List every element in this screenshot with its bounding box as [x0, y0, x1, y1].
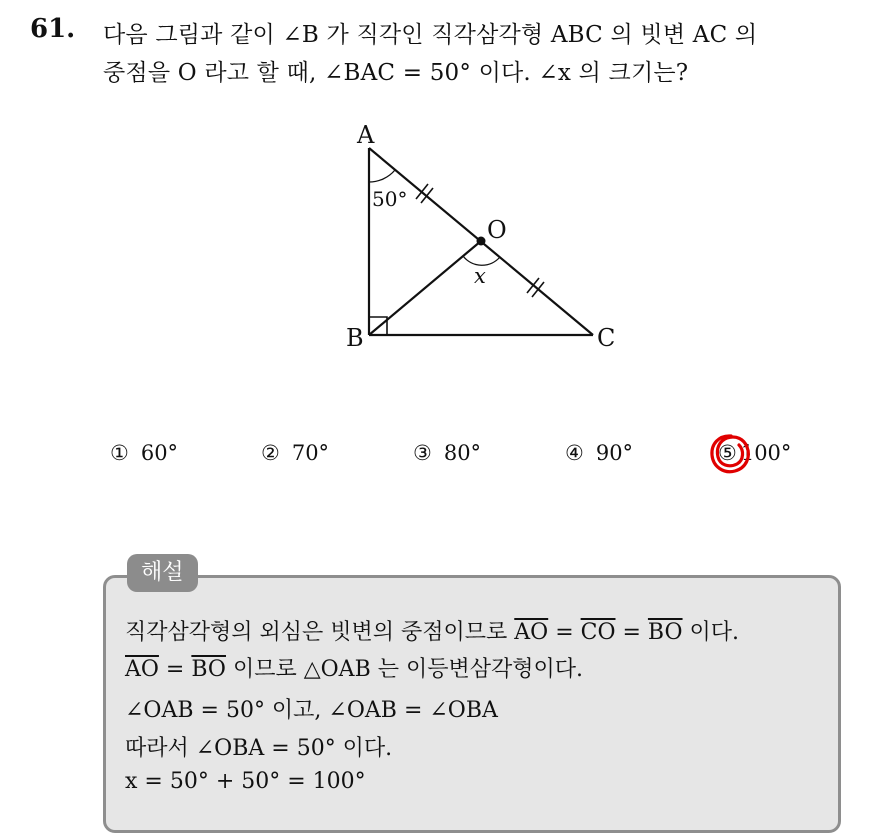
median-bo — [369, 241, 481, 335]
explanation-line-2: $\overline{AO} = \overline{BO}$ 이므로 △OAB 는 이등변삼각형이다. — [125, 657, 583, 682]
label-angle-x: x — [474, 264, 486, 288]
choice-1-number: ① — [110, 441, 129, 465]
label-c: C — [597, 324, 616, 352]
choice-5-text: 100° — [740, 441, 792, 465]
choice-4-text: 90° — [595, 441, 634, 465]
question-text-line-1: 다음 그림과 같이 ∠B 가 직각인 직각삼각형 ABC 의 빗변 AC 의 — [103, 22, 758, 48]
choice-2[interactable] — [261, 441, 329, 465]
label-b: B — [346, 324, 364, 352]
question-text-line-2: 중점을 O 라고 할 때, ∠BAC = 50° 이다. ∠x 의 크기는? — [103, 60, 689, 86]
explanation-tag: 해설 — [127, 554, 198, 592]
explanation-line-4: 따라서 ∠OBA = 50° 이다. — [125, 736, 393, 761]
angle-a-arc — [369, 170, 395, 182]
choice-3-number: ③ — [413, 441, 432, 465]
choice-1[interactable] — [110, 441, 178, 465]
choice-2-text: 70° — [291, 441, 330, 465]
explanation-line-5: x = 50° + 50° = 100° — [125, 769, 366, 794]
label-a: A — [357, 121, 375, 149]
choice-3-text: 80° — [443, 441, 482, 465]
choice-1-text: 60° — [140, 441, 179, 465]
choice-4-number: ④ — [565, 441, 584, 465]
choice-2-number: ② — [261, 441, 280, 465]
choice-3[interactable] — [413, 441, 481, 465]
label-angle-a: 50° — [372, 187, 408, 211]
choice-5-number: ⑤ — [718, 441, 737, 465]
point-o — [477, 237, 486, 246]
choice-4[interactable] — [565, 441, 633, 465]
answer-circle-mark — [707, 430, 753, 478]
question-number: 61. — [30, 14, 76, 44]
explanation-line-1: 직각삼각형의 외심은 빗변의 중점이므로 $\overline{AO} = \overline{CO} = \overline{BO}$ 이다. — [125, 620, 740, 645]
explanation-line-3: ∠OAB = 50° 이고, ∠OAB = ∠OBA — [125, 698, 498, 723]
label-o: O — [487, 216, 507, 244]
